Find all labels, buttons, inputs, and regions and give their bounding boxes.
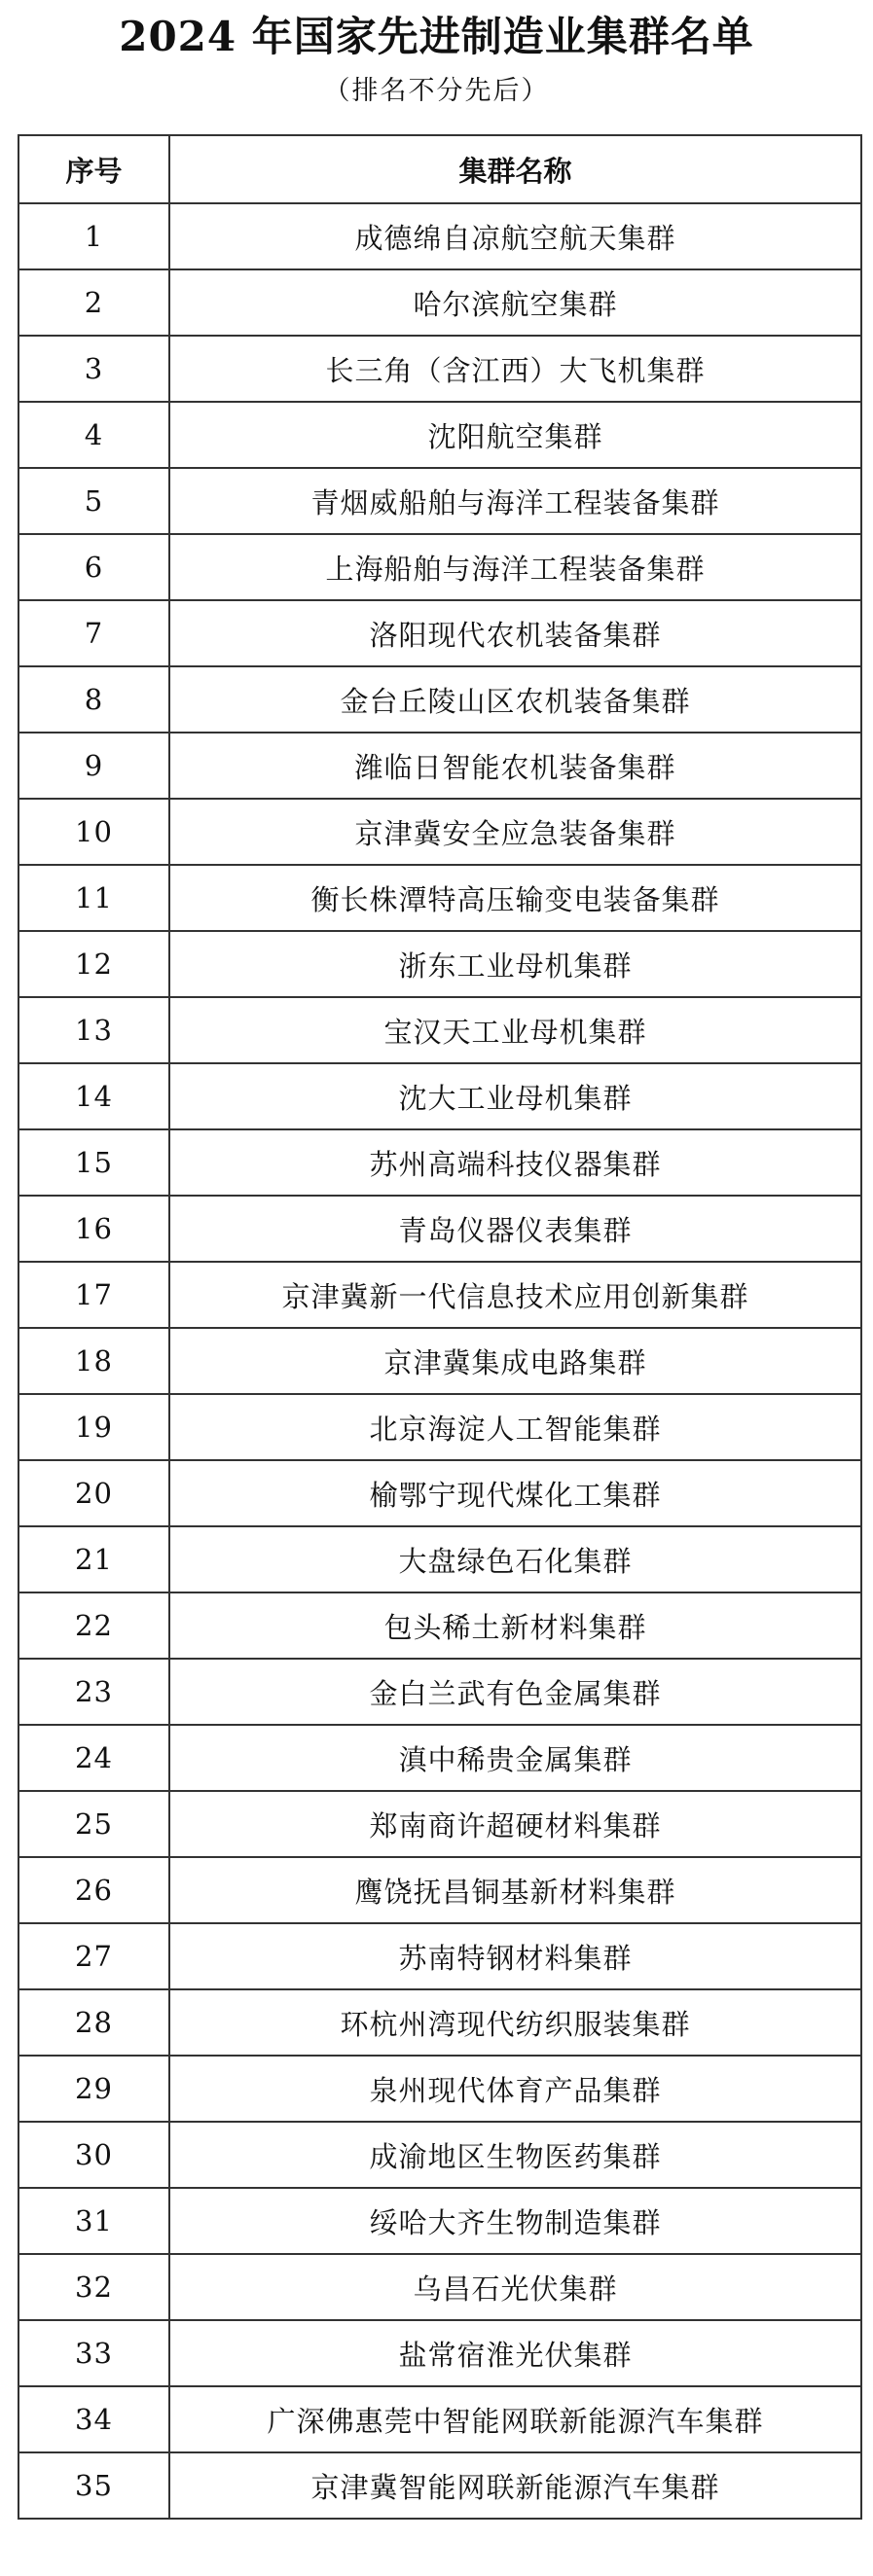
row-serial-number: 25 (18, 1791, 169, 1857)
row-cluster-name: 大盘绿色石化集群 (169, 1526, 861, 1592)
table-row (18, 468, 861, 534)
row-serial-number: 32 (18, 2254, 169, 2320)
row-cluster-name: 上海船舶与海洋工程装备集群 (169, 534, 861, 600)
table-row (18, 2452, 861, 2519)
header-serial-number: 序号 (18, 135, 169, 203)
row-serial-number: 23 (18, 1659, 169, 1725)
table-row (18, 1394, 861, 1460)
table-row (18, 733, 861, 799)
row-cluster-name: 苏州高端科技仪器集群 (169, 1129, 861, 1196)
table-row (18, 1063, 861, 1129)
row-cluster-name: 哈尔滨航空集群 (169, 269, 861, 336)
row-serial-number: 31 (18, 2188, 169, 2254)
table-row (18, 1923, 861, 1989)
row-cluster-name: 乌昌石光伏集群 (169, 2254, 861, 2320)
table-row (18, 666, 861, 733)
table-row (18, 269, 861, 336)
row-serial-number: 7 (18, 600, 169, 666)
row-serial-number: 21 (18, 1526, 169, 1592)
table-row (18, 600, 861, 666)
table-row (18, 1592, 861, 1659)
row-cluster-name: 沈大工业母机集群 (169, 1063, 861, 1129)
row-cluster-name: 泉州现代体育产品集群 (169, 2056, 861, 2122)
row-serial-number: 13 (18, 997, 169, 1063)
row-cluster-name: 绥哈大齐生物制造集群 (169, 2188, 861, 2254)
row-serial-number: 22 (18, 1592, 169, 1659)
row-serial-number: 9 (18, 733, 169, 799)
row-cluster-name: 鹰饶抚昌铜基新材料集群 (169, 1857, 861, 1923)
row-serial-number: 15 (18, 1129, 169, 1196)
row-cluster-name: 长三角（含江西）大飞机集群 (169, 336, 861, 402)
table-row (18, 203, 861, 269)
row-cluster-name: 京津冀新一代信息技术应用创新集群 (169, 1262, 861, 1328)
table-row (18, 336, 861, 402)
table-row (18, 1526, 861, 1592)
row-serial-number: 10 (18, 799, 169, 865)
row-cluster-name: 浙东工业母机集群 (169, 931, 861, 997)
row-cluster-name: 金白兰武有色金属集群 (169, 1659, 861, 1725)
row-serial-number: 2 (18, 269, 169, 336)
row-serial-number: 18 (18, 1328, 169, 1394)
row-cluster-name: 京津冀智能网联新能源汽车集群 (169, 2452, 861, 2519)
row-cluster-name: 盐常宿淮光伏集群 (169, 2320, 861, 2386)
row-cluster-name: 榆鄂宁现代煤化工集群 (169, 1460, 861, 1526)
row-cluster-name: 郑南商许超硬材料集群 (169, 1791, 861, 1857)
table-row (18, 402, 861, 468)
row-serial-number: 6 (18, 534, 169, 600)
table-row (18, 2188, 861, 2254)
table-row (18, 865, 861, 931)
table-header-row (18, 135, 861, 203)
row-serial-number: 26 (18, 1857, 169, 1923)
row-serial-number: 35 (18, 2452, 169, 2519)
row-serial-number: 34 (18, 2386, 169, 2452)
table-row (18, 534, 861, 600)
row-serial-number: 16 (18, 1196, 169, 1262)
document-subtitle: （排名不分先后） (323, 76, 550, 106)
row-cluster-name: 宝汉天工业母机集群 (169, 997, 861, 1063)
row-cluster-name: 衡长株潭特高压输变电装备集群 (169, 865, 861, 931)
table-row (18, 1857, 861, 1923)
row-cluster-name: 北京海淀人工智能集群 (169, 1394, 861, 1460)
row-serial-number: 12 (18, 931, 169, 997)
table-row (18, 1791, 861, 1857)
row-serial-number: 8 (18, 666, 169, 733)
table-row (18, 799, 861, 865)
row-serial-number: 30 (18, 2122, 169, 2188)
table-row (18, 1725, 861, 1791)
row-serial-number: 28 (18, 1989, 169, 2056)
row-serial-number: 4 (18, 402, 169, 468)
table-row (18, 1460, 861, 1526)
row-serial-number: 29 (18, 2056, 169, 2122)
table-body (18, 203, 861, 2519)
row-cluster-name: 青岛仪器仪表集群 (169, 1196, 861, 1262)
table-row (18, 1328, 861, 1394)
table-row (18, 2056, 861, 2122)
row-cluster-name: 成德绵自凉航空航天集群 (169, 203, 861, 269)
row-cluster-name: 包头稀土新材料集群 (169, 1592, 861, 1659)
row-cluster-name: 广深佛惠莞中智能网联新能源汽车集群 (169, 2386, 861, 2452)
row-cluster-name: 成渝地区生物医药集群 (169, 2122, 861, 2188)
document-title: 2024 年国家先进制造业集群名单 (119, 13, 754, 60)
table-row (18, 1196, 861, 1262)
table-row (18, 997, 861, 1063)
table-row (18, 931, 861, 997)
row-cluster-name: 青烟威船舶与海洋工程装备集群 (169, 468, 861, 534)
table-row (18, 1129, 861, 1196)
row-serial-number: 20 (18, 1460, 169, 1526)
row-cluster-name: 京津冀集成电路集群 (169, 1328, 861, 1394)
table-row (18, 1659, 861, 1725)
table-row (18, 2386, 861, 2452)
row-serial-number: 33 (18, 2320, 169, 2386)
row-cluster-name: 滇中稀贵金属集群 (169, 1725, 861, 1791)
row-cluster-name: 环杭州湾现代纺织服装集群 (169, 1989, 861, 2056)
row-serial-number: 1 (18, 203, 169, 269)
header-cluster-name: 集群名称 (169, 135, 861, 203)
row-cluster-name: 洛阳现代农机装备集群 (169, 600, 861, 666)
row-cluster-name: 金台丘陵山区农机装备集群 (169, 666, 861, 733)
row-serial-number: 24 (18, 1725, 169, 1791)
row-serial-number: 14 (18, 1063, 169, 1129)
table-row (18, 1989, 861, 2056)
row-serial-number: 19 (18, 1394, 169, 1460)
table-row (18, 2320, 861, 2386)
row-serial-number: 5 (18, 468, 169, 534)
row-cluster-name: 京津冀安全应急装备集群 (169, 799, 861, 865)
row-serial-number: 17 (18, 1262, 169, 1328)
table-row (18, 2254, 861, 2320)
row-serial-number: 11 (18, 865, 169, 931)
row-cluster-name: 苏南特钢材料集群 (169, 1923, 861, 1989)
row-serial-number: 27 (18, 1923, 169, 1989)
row-serial-number: 3 (18, 336, 169, 402)
cluster-table (18, 134, 862, 2520)
row-cluster-name: 潍临日智能农机装备集群 (169, 733, 861, 799)
row-cluster-name: 沈阳航空集群 (169, 402, 861, 468)
table-row (18, 1262, 861, 1328)
table-row (18, 2122, 861, 2188)
